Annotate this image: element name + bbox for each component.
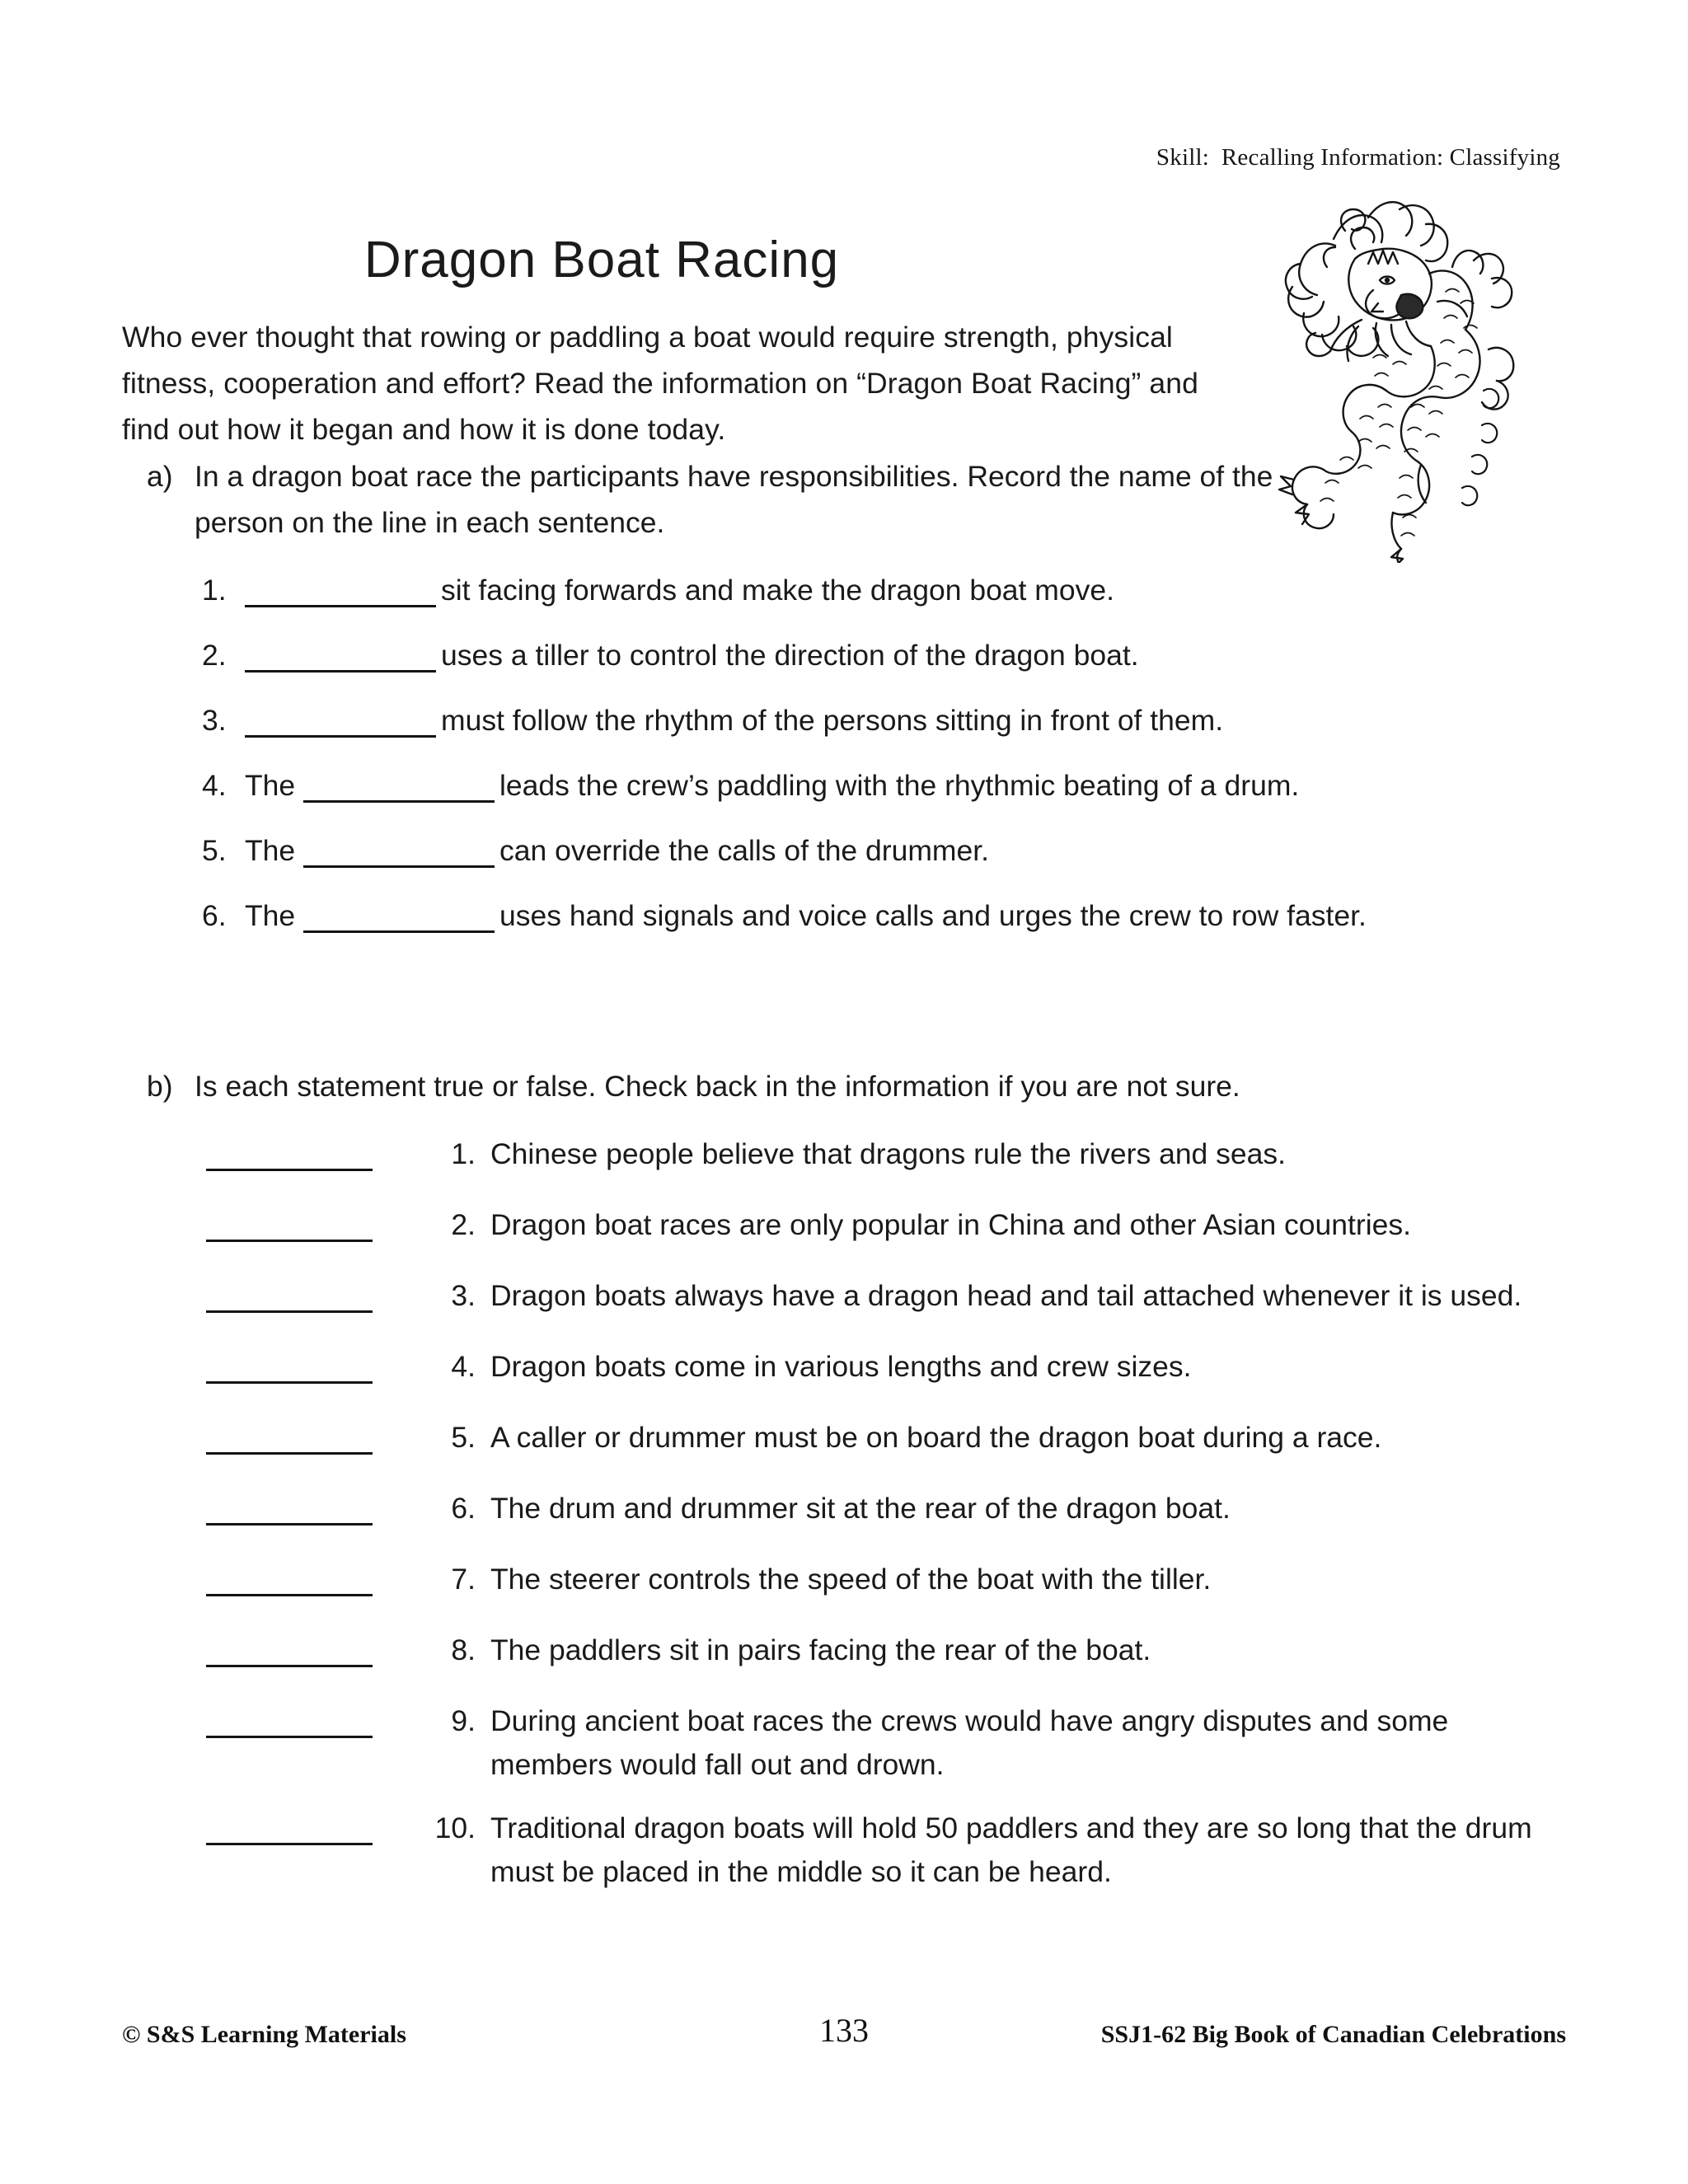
item-text: During ancient boat races the crews would have angry disputes and some members would fall out and drown. [490,1704,1449,1781]
fill-in-item [202,829,1521,873]
section-a-marker: a) [147,460,173,493]
true-false-item [206,1274,1541,1325]
section-b-marker: b) [147,1070,173,1103]
item-body [245,699,1521,743]
item-number: 4. [202,769,227,802]
answer-blank[interactable] [245,704,436,738]
answer-blank[interactable] [206,1452,373,1455]
item-text: can override the calls of the drummer. [499,834,989,867]
answer-blank[interactable] [206,1381,373,1384]
item-text: The drum and drummer sit at the rear of the dragon boat. [490,1492,1231,1525]
answer-blank[interactable] [206,1169,373,1171]
item-text: Dragon boats come in various lengths and crew sizes. [490,1350,1192,1383]
true-false-item [206,1203,1541,1254]
item-prefix: The [245,769,304,802]
fill-in-item [202,764,1521,808]
answer-blank[interactable] [206,1240,373,1242]
answer-blank[interactable] [206,1594,373,1596]
item-number: 2. [451,1208,476,1241]
item-number: 2. [202,639,227,672]
true-false-item [206,1416,1541,1467]
item-text: uses a tiller to control the direction of the dragon boat. [441,639,1139,672]
true-false-item [206,1807,1541,1894]
page-title: Dragon Boat Racing [363,231,840,288]
fill-in-item [202,894,1521,938]
item-number: 1. [451,1137,476,1170]
item-prefix: The [245,834,304,867]
answer-blank[interactable] [206,1736,373,1738]
item-number: 4. [451,1350,476,1383]
item-number: 1. [202,574,227,607]
answer-blank[interactable] [303,899,495,933]
item-body [245,894,1521,938]
item-prefix: The [245,899,304,932]
section-b-instruction [147,1063,1383,1109]
item-text: Chinese people believe that dragons rule the rivers and seas. [490,1137,1287,1170]
item-number: 5. [202,834,227,867]
section-a-instruction-text: In a dragon boat race the participants have responsibilities. Record the name of the person on the line in each sentence. [195,460,1273,539]
item-text: leads the crew’s paddling with the rhythmic beating of a drum. [499,769,1300,802]
fill-in-item [202,634,1521,677]
true-false-item [206,1132,1541,1183]
item-number: 8. [451,1633,476,1666]
intro-paragraph: Who ever thought that rowing or paddling a boat would require strength, physical fitness, cooperation and effort? Read the information on “Dragon Boat Racing” and find out how it began and how it is done today. [122,320,1198,446]
true-false-item [206,1699,1541,1787]
item-number: 5. [451,1421,476,1454]
answer-blank[interactable] [245,639,436,673]
true-false-item [206,1558,1541,1609]
answer-blank[interactable] [206,1665,373,1667]
fill-in-item [202,699,1521,743]
item-number: 6. [202,899,227,932]
item-text: Dragon boats always have a dragon head and tail attached whenever it is used. [490,1279,1522,1312]
answer-blank[interactable] [206,1310,373,1313]
true-false-item [206,1629,1541,1680]
footer-book-title: SSJ1-62 Big Book of Canadian Celebrations [1100,2021,1566,2048]
item-text: A caller or drummer must be on board the dragon boat during a race. [490,1421,1382,1454]
item-body [245,764,1521,808]
item-number: 7. [451,1563,476,1596]
item-text: sit facing forwards and make the dragon boat move. [441,574,1114,607]
item-body [245,634,1521,677]
page-footer [122,2012,1566,2062]
footer-copyright: © S&S Learning Materials [122,2021,406,2048]
item-body [245,829,1521,873]
item-number: 3. [202,704,227,737]
item-number: 9. [451,1704,476,1737]
section-a-instruction [147,453,1301,546]
item-text: The steerer controls the speed of the boat with the tiller. [490,1563,1212,1596]
item-number: 6. [451,1492,476,1525]
section-a-items [202,569,1521,959]
answer-blank[interactable] [303,769,495,803]
item-number: 10. [434,1811,476,1844]
item-text: must follow the rhythm of the persons sitting in front of them. [441,704,1224,737]
item-text: uses hand signals and voice calls and urges the crew to row faster. [499,899,1367,932]
footer-page-number: 133 [819,2012,869,2049]
item-text: The paddlers sit in pairs facing the rear of the boat. [490,1633,1151,1666]
item-text: Dragon boat races are only popular in China and other Asian countries. [490,1208,1411,1241]
chinese-dragon-illustration [1276,188,1523,563]
true-false-item [206,1487,1541,1538]
answer-blank[interactable] [206,1523,373,1526]
fill-in-item [202,569,1521,612]
true-false-item [206,1345,1541,1396]
section-b-items [206,1132,1541,1914]
answer-blank[interactable] [206,1843,373,1845]
answer-blank[interactable] [303,834,495,868]
skill-label: Skill: Recalling Information: Classifying [1156,144,1560,171]
answer-blank[interactable] [245,574,436,607]
item-text: Traditional dragon boats will hold 50 paddlers and they are so long that the drum must be placed in the middle so it can be heard. [490,1811,1532,1888]
item-number: 3. [451,1279,476,1312]
item-body [245,569,1521,612]
section-b-instruction-text: Is each statement true or false. Check back in the information if you are not sure. [195,1070,1240,1103]
